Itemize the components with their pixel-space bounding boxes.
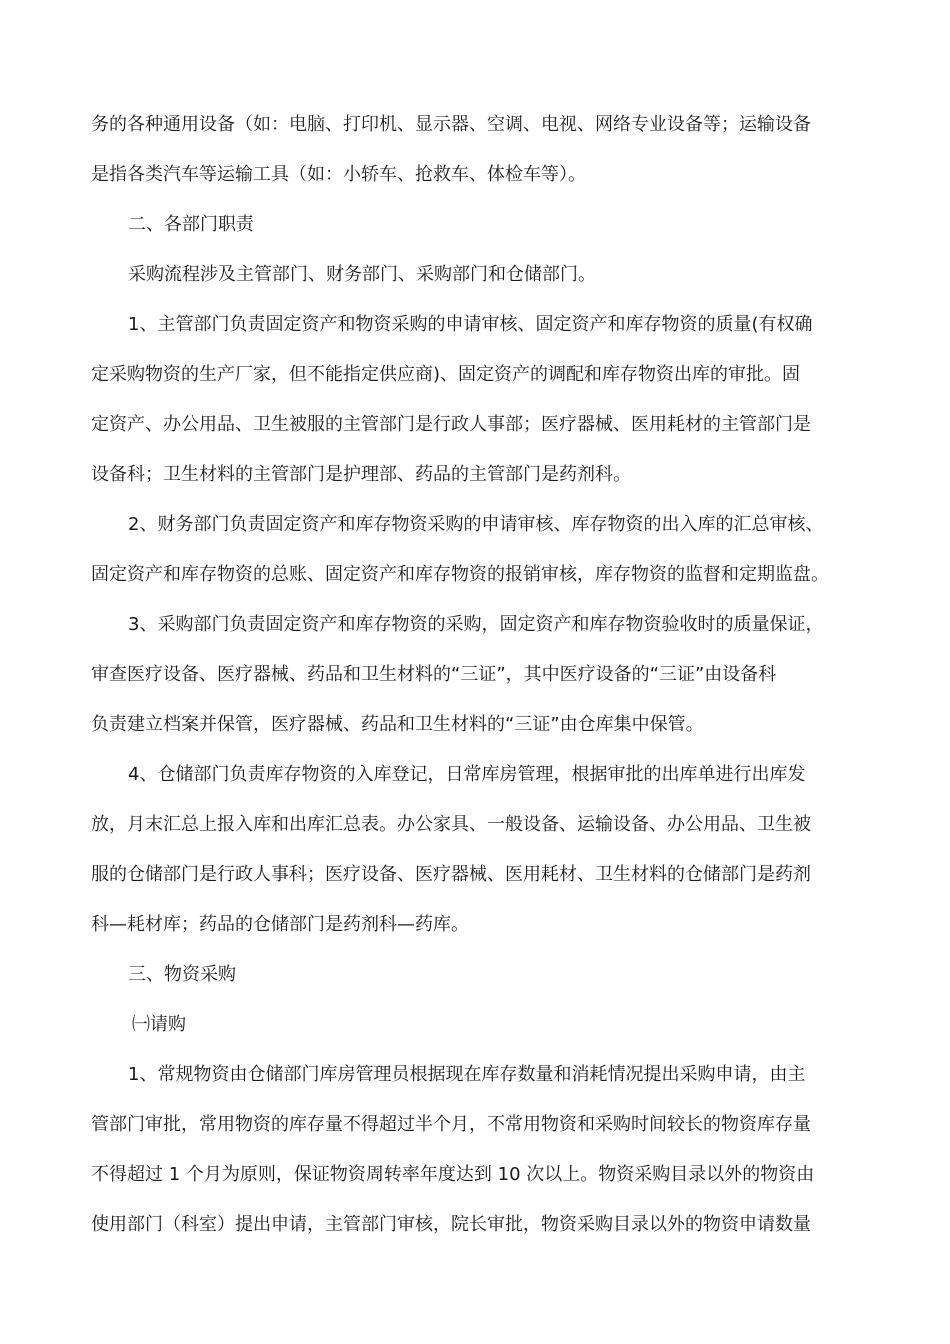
text-line-10: 固定资产和库存物资的总账、固定资产和库存物资的报销审核，库存物资的监督和定期监盘。 [91, 564, 829, 585]
text-line-20: 1、常规物资由仓储部门库房管理员根据现在库存数量和消耗情况提出采购申请，由主 [128, 1064, 806, 1085]
text-line-21: 管部门审批，常用物资的库存量不得超过半个月，不常用物资和采购时间较长的物资库存量 [91, 1114, 811, 1135]
text-line-11: 3、采购部门负责固定资产和库存物资的采购，固定资产和库存物资验收时的质量保证， [128, 614, 824, 635]
text-line-22: 不得超过 1 个月为原则，保证物资周转率年度达到 10 次以上。物资采购目录以外的物资由 [91, 1164, 815, 1185]
text-line-9: 2、财务部门负责固定资产和库存物资采购的申请审核、库存物资的出入库的汇总审核、 [128, 514, 824, 535]
section-heading-3: 三、物资采购 [128, 964, 236, 985]
text-line-7: 定资产、办公用品、卫生被服的主管部门是行政人事部；医疗器械、医用耗材的主管部门是 [91, 414, 811, 435]
subsection-heading-1: ㈠请购 [132, 1014, 186, 1035]
text-line-1: 务的各种通用设备（如：电脑、打印机、显示器、空调、电视、网络专业设备等；运输设备 [91, 114, 811, 135]
text-line-5: 1、主管部门负责固定资产和物资采购的申请审核、固定资产和库存物资的质量(有权确 [128, 314, 813, 335]
text-line-2: 是指各类汽车等运输工具（如：小轿车、抢救车、体检车等）。 [91, 164, 586, 185]
text-line-6: 定采购物资的生产厂家，但不能指定供应商)、固定资产的调配和库存物资出库的审批。固 [91, 364, 801, 385]
text-line-23: 使用部门（科室）提出申请，主管部门审核，院长审批，物资采购目录以外的物资申请数量 [91, 1214, 811, 1235]
text-line-17: 科—耗材库；药品的仓储部门是药剂科—药库。 [91, 914, 469, 935]
text-line-13: 负责建立档案并保管，医疗器械、药品和卫生材料的“三证”由仓库集中保管。 [91, 714, 704, 735]
text-line-16: 服的仓储部门是行政人事科；医疗设备、医疗器械、医用耗材、卫生材料的仓储部门是药剂 [91, 864, 811, 885]
text-line-15: 放，月末汇总上报入库和出库汇总表。办公家具、一般设备、运输设备、办公用品、卫生被 [91, 814, 811, 835]
text-line-4: 采购流程涉及主管部门、财务部门、采购部门和仓储部门。 [128, 264, 596, 285]
section-heading-2: 二、各部门职责 [128, 214, 254, 235]
text-line-14: 4、仓储部门负责库存物资的入库登记，日常库房管理，根据审批的出库单进行出库发 [128, 764, 806, 785]
text-line-12: 审查医疗设备、医疗器械、药品和卫生材料的“三证”，其中医疗设备的“三证”由设备科 [91, 664, 777, 685]
text-line-8: 设备科；卫生材料的主管部门是护理部、药品的主管部门是药剂科。 [91, 464, 631, 485]
